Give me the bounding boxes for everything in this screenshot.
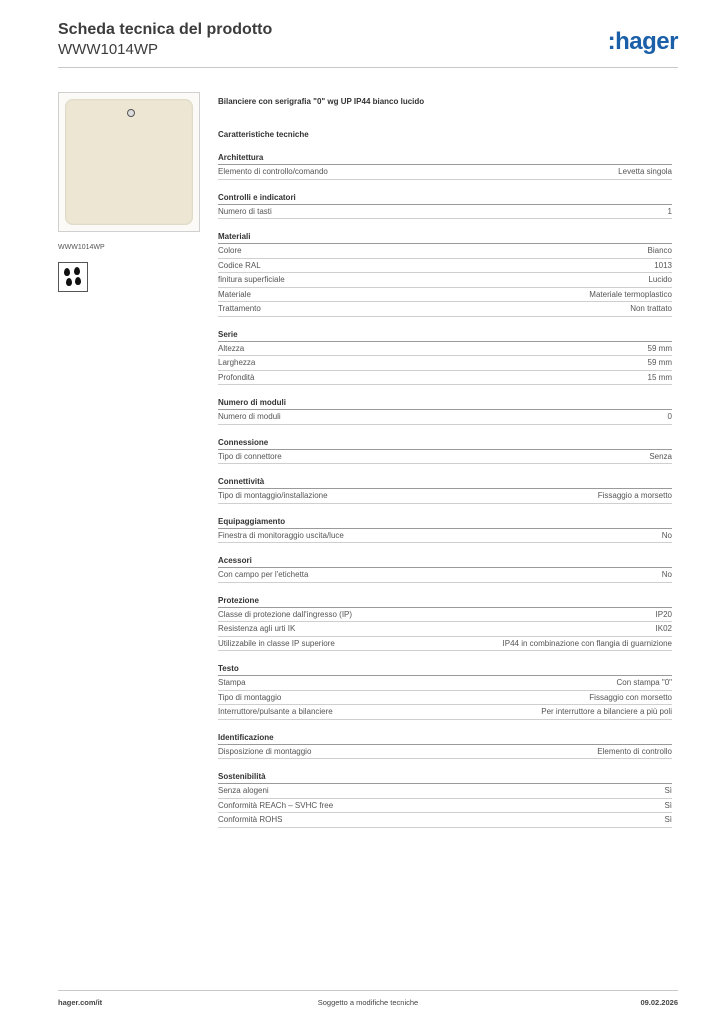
spec-label: Tipo di montaggio — [218, 692, 282, 702]
spec-row — [218, 371, 672, 386]
rocker-plate — [65, 99, 193, 225]
section-heading: Numero di moduli — [218, 395, 672, 410]
spec-row — [218, 259, 672, 274]
spec-row — [218, 813, 672, 828]
spec-table — [218, 97, 672, 828]
spec-value: 1013 — [654, 260, 672, 270]
spec-label: Interruttore/pulsante a bilanciere — [218, 707, 333, 716]
spec-value: Con stampa "0" — [616, 678, 672, 687]
section-heading: Architettura — [218, 150, 672, 165]
spec-value: Fissaggio a morsetto — [597, 491, 672, 500]
spec-label: Elemento di controllo/comando — [218, 167, 328, 176]
spec-value: IP20 — [655, 609, 672, 619]
spec-row — [218, 410, 672, 425]
spec-value: 59 mm — [647, 358, 672, 367]
spec-row — [218, 676, 672, 691]
spec-row — [218, 244, 672, 259]
section-heading: Serie — [218, 327, 672, 342]
spec-section — [218, 327, 672, 386]
header-divider — [58, 67, 678, 68]
spec-value: 0 — [667, 412, 672, 421]
product-code: WWW1014WP — [58, 41, 159, 58]
spec-row — [218, 622, 672, 637]
spec-section — [218, 435, 672, 465]
spec-value: Non trattato — [630, 304, 672, 313]
section-heading: Connessione — [218, 435, 672, 450]
section-heading: Identificazione — [218, 730, 672, 745]
footer-divider — [58, 990, 678, 991]
spec-value: Lucido — [648, 275, 672, 284]
spec-row — [218, 691, 672, 706]
spec-sections — [218, 150, 672, 828]
spec-value: Per interruttore a bilanciere a più poli — [541, 707, 672, 716]
spec-value: Fissaggio con morsetto — [589, 692, 672, 702]
spec-row — [218, 205, 672, 220]
product-image — [58, 92, 200, 232]
spec-value: Sì — [664, 786, 672, 795]
spec-section — [218, 769, 672, 828]
spec-label: Tipo di connettore — [218, 451, 282, 461]
indicator-dot — [127, 109, 135, 117]
spec-label: Numero di tasti — [218, 206, 272, 216]
spec-section — [218, 150, 672, 180]
spec-section — [218, 474, 672, 504]
spec-label: Conformità REACh – SVHC free — [218, 800, 334, 810]
spec-row — [218, 356, 672, 371]
spec-label: Codice RAL — [218, 260, 261, 270]
section-heading: Controlli e indicatori — [218, 190, 672, 205]
spec-label: Colore — [218, 246, 242, 255]
spec-row — [218, 637, 672, 652]
spec-row — [218, 608, 672, 623]
spec-row — [218, 489, 672, 504]
spec-label: Resistenza agli urti IK — [218, 624, 296, 633]
page-header — [58, 20, 678, 59]
spec-label: Trattamento — [218, 304, 261, 313]
spec-section — [218, 190, 672, 220]
spec-section — [218, 395, 672, 425]
spec-label: Profondità — [218, 372, 255, 382]
spec-value: 15 mm — [647, 372, 672, 382]
product-name: Bilanciere con serigrafia "0" wg UP IP44 bianco lucido — [218, 97, 425, 106]
spec-label: Disposizione di montaggio — [218, 746, 312, 756]
spec-label: Stampa — [218, 678, 246, 687]
section-heading: Testo — [218, 661, 672, 676]
spec-value: Sì — [664, 800, 672, 810]
spec-row — [218, 529, 672, 544]
section-heading: Connettività — [218, 474, 672, 489]
spec-label: finitura superficiale — [218, 275, 285, 284]
section-heading: Materiali — [218, 229, 672, 244]
ip44-water-drops-icon — [58, 262, 88, 292]
footer-website: hager.com/it — [58, 998, 103, 1007]
spec-label: Larghezza — [218, 358, 256, 367]
spec-value: Materiale termoplastico — [589, 289, 672, 299]
spec-section — [218, 514, 672, 544]
footer-note: Soggetto a modifiche tecniche — [317, 998, 419, 1007]
spec-label: Numero di moduli — [218, 412, 281, 421]
spec-label: Utilizzabile in classe IP superiore — [218, 638, 335, 648]
hager-logo: :hager — [607, 28, 678, 55]
section-heading: Acessori — [218, 553, 672, 568]
spec-section — [218, 730, 672, 760]
spec-label: Tipo di montaggio/installazione — [218, 491, 328, 500]
spec-label: Materiale — [218, 289, 251, 299]
spec-value: No — [661, 530, 672, 540]
spec-label: Con campo per l'etichetta — [218, 570, 309, 579]
spec-section — [218, 593, 672, 652]
spec-row — [218, 165, 672, 180]
document-title: Scheda tecnica del prodotto — [58, 21, 273, 38]
spec-row — [218, 342, 672, 357]
spec-label: Senza alogeni — [218, 786, 269, 795]
spec-value: IP44 in combinazione con flangia di guarnizione — [502, 638, 672, 648]
spec-label: Finestra di monitoraggio uscita/luce — [218, 530, 344, 540]
spec-value: 1 — [667, 206, 672, 216]
spec-value: Bianco — [647, 246, 672, 255]
section-heading: Equipaggiamento — [218, 514, 672, 529]
spec-subtitle: Caratteristiche tecniche — [218, 130, 309, 139]
section-heading: Sostenibilità — [218, 769, 672, 784]
spec-section — [218, 661, 672, 720]
spec-row — [218, 705, 672, 720]
spec-section — [218, 553, 672, 583]
spec-label: Classe di protezione dall'ingresso (IP) — [218, 609, 353, 619]
spec-value: Sì — [664, 815, 672, 824]
image-caption: WWW1014WP — [58, 244, 105, 251]
spec-row — [218, 745, 672, 760]
section-heading: Protezione — [218, 593, 672, 608]
spec-row — [218, 784, 672, 799]
spec-label: Altezza — [218, 343, 245, 353]
spec-value: No — [661, 570, 672, 579]
spec-row — [218, 568, 672, 583]
spec-label: Conformità ROHS — [218, 815, 283, 824]
spec-value: Levetta singola — [618, 167, 672, 176]
spec-row — [218, 288, 672, 303]
footer-date: 09.02.2026 — [640, 998, 678, 1007]
spec-section — [218, 229, 672, 317]
spec-value: Senza — [649, 451, 672, 461]
spec-row — [218, 302, 672, 317]
spec-row — [218, 799, 672, 814]
spec-value: 59 mm — [647, 343, 672, 353]
spec-row — [218, 450, 672, 465]
spec-row — [218, 273, 672, 288]
spec-value: Elemento di controllo — [597, 746, 672, 756]
spec-value: IK02 — [655, 624, 672, 633]
